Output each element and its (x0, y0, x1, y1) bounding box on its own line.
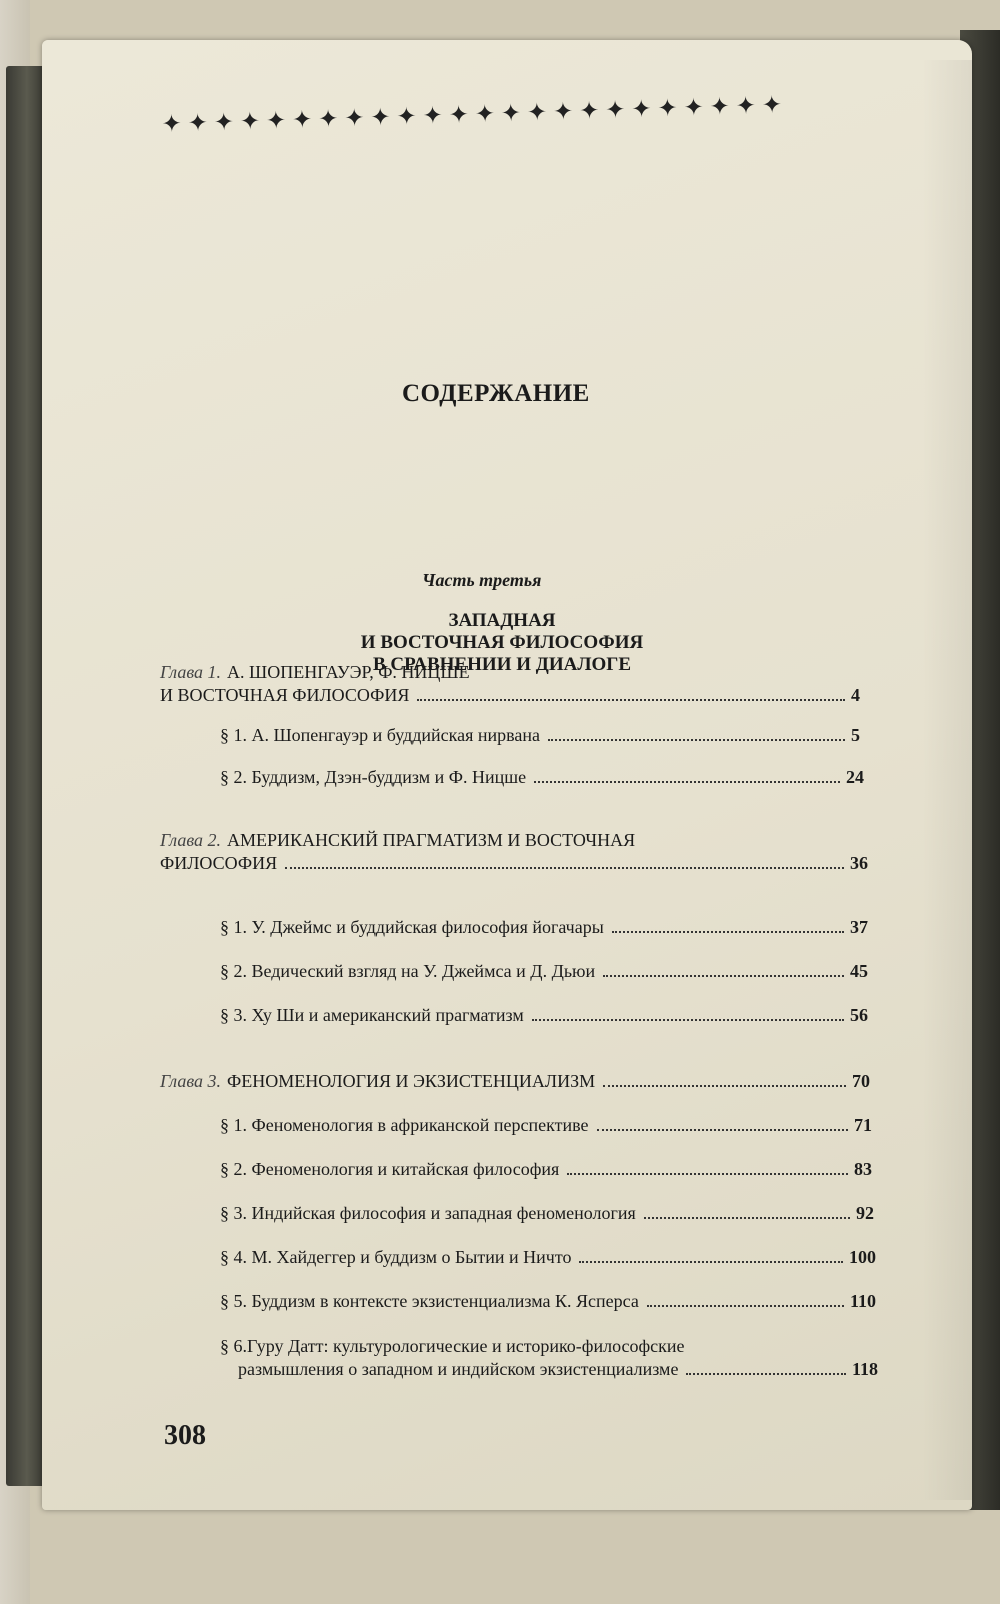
page-ref: 110 (849, 1291, 876, 1311)
leader-dots (534, 781, 840, 783)
table-of-contents (42, 40, 972, 1510)
toc-section[interactable] (220, 766, 864, 788)
chapter-title: ФЕНОМЕНОЛОГИЯ И ЭКЗИСТЕНЦИАЛИЗМ (227, 1071, 596, 1091)
toc-section[interactable] (220, 1114, 872, 1136)
leader-dots (532, 1019, 844, 1021)
chapter-prefix: Глава 3. (160, 1071, 222, 1091)
chapter-title: А. ШОПЕНГАУЭР, Ф. НИЦШЕ (227, 662, 470, 682)
chapter-prefix: Глава 2. (160, 830, 222, 850)
leader-dots (603, 975, 844, 977)
section-label: § 4. М. Хайдеггер и буддизм о Бытии и Ничто (220, 1247, 572, 1267)
chapter-title: АМЕРИКАНСКИЙ ПРАГМАТИЗМ И ВОСТОЧНАЯ (227, 830, 636, 850)
section-label-cont: размышления о западном и индийском экзистенциализме (238, 1359, 679, 1379)
page-number: 308 (164, 1420, 206, 1451)
page-ref: 37 (850, 917, 868, 937)
leader-dots (417, 699, 845, 701)
page-ref: 70 (852, 1071, 870, 1091)
part-title-line: ЗАПАДНАЯ (448, 610, 556, 631)
leader-dots (603, 1085, 846, 1087)
book-page (42, 40, 972, 1510)
leader-dots (548, 739, 845, 741)
leader-dots (686, 1373, 846, 1375)
toc-section[interactable] (220, 1246, 876, 1268)
toc-section[interactable] (220, 1158, 872, 1180)
toc-section[interactable] (220, 724, 860, 746)
page-ref: 118 (851, 1359, 878, 1379)
chapter-1-entry[interactable] (160, 684, 860, 706)
section-label: § 3. Индийская философия и западная феноменология (220, 1203, 636, 1223)
leader-dots (285, 867, 844, 869)
leader-dots (612, 931, 844, 933)
section-label: § 1. Феноменология в африканской перспективе (220, 1115, 589, 1135)
section-label: § 5. Буддизм в контексте экзистенциализма К. Ясперса (220, 1291, 639, 1311)
leader-dots (597, 1129, 848, 1131)
toc-section[interactable] (238, 1358, 878, 1380)
section-label: § 1. У. Джеймс и буддийская философия йогачары (220, 917, 604, 937)
section-label: § 3. Ху Ши и американский прагматизм (220, 1005, 524, 1025)
leader-dots (644, 1217, 850, 1219)
part-heading: Часть третья (422, 570, 542, 590)
section-label: § 2. Феноменология и китайская философия (220, 1159, 560, 1179)
page-ref: 56 (850, 1005, 868, 1025)
chapter-2-entry[interactable] (160, 852, 868, 874)
leader-dots (567, 1173, 848, 1175)
page-ref: 71 (854, 1115, 872, 1135)
page-ref: 100 (849, 1247, 876, 1267)
part-title-line: И ВОСТОЧНАЯ ФИЛОСОФИЯ (360, 632, 644, 653)
toc-section[interactable] (220, 960, 868, 982)
page-ref: 92 (856, 1203, 874, 1223)
part-title-line: В СРАВНЕНИИ И ДИАЛОГЕ (372, 654, 632, 675)
ornament-row: ✦✦✦✦✦✦✦✦✦✦✦✦✦✦✦✦✦✦✦✦✦✦✦✦ (161, 92, 789, 138)
page-ref: 45 (850, 961, 868, 981)
leader-dots (579, 1261, 843, 1263)
toc-section[interactable] (220, 916, 868, 938)
chapter-1-heading (160, 662, 470, 683)
section-label: § 2. Ведический взгляд на У. Джеймса и Д. Дьюи (220, 961, 596, 981)
toc-section[interactable] (220, 1004, 868, 1026)
toc-section[interactable] (220, 1290, 876, 1312)
chapter-2-heading (160, 830, 635, 851)
chapter-3-entry[interactable] (160, 1070, 870, 1092)
toc-section[interactable] (220, 1202, 874, 1224)
toc-section-line1 (220, 1336, 685, 1357)
chapter-prefix: Глава 1. (160, 662, 222, 682)
page-ref: 83 (854, 1159, 872, 1179)
section-label: § 6.Гуру Датт: культурологические и историко-философские (220, 1336, 685, 1356)
page-ref: 5 (851, 725, 860, 745)
section-label: § 1. А. Шопенгауэр и буддийская нирвана (220, 725, 541, 745)
page-ref: 4 (851, 685, 860, 705)
chapter-title-cont: И ВОСТОЧНАЯ ФИЛОСОФИЯ (160, 685, 410, 705)
page-ref: 36 (850, 853, 868, 873)
leader-dots (647, 1305, 844, 1307)
page-title: СОДЕРЖАНИЕ (402, 380, 590, 407)
chapter-title-cont: ФИЛОСОФИЯ (160, 853, 278, 873)
section-label: § 2. Буддизм, Дзэн-буддизм и Ф. Ницше (220, 767, 527, 787)
page-ref: 24 (846, 767, 864, 787)
